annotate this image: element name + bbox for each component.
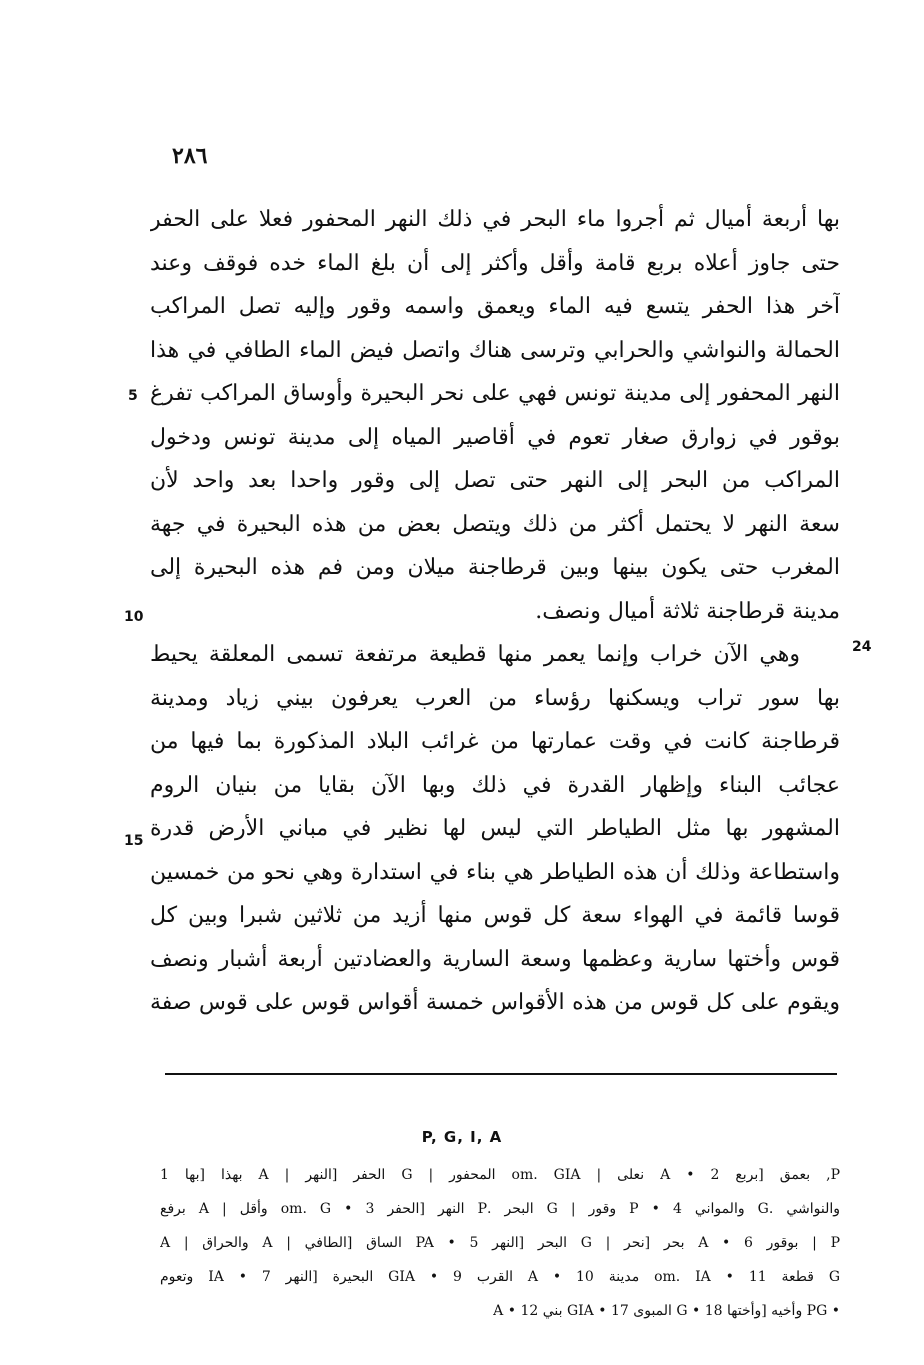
text-line: حتى جاوز أعلاه بربع قامة وأقل وأكثر إلى أن بلغ الماء خده فوقف وعند bbox=[150, 250, 840, 276]
text-line: مدينة قرطاجنة ثلاثة أميال ونصف. bbox=[535, 598, 840, 624]
text-line: واستطاعة وذلك أن هذه الطياطر هي بناء في استدارة وهي نحو من خمسين bbox=[150, 859, 840, 885]
footnote-divider bbox=[165, 1073, 837, 1075]
sources-sigla: P, G, I, A bbox=[421, 1128, 503, 1146]
note-line: P, بعمق [بربع 2 • A نعلى | om. GIA المحفور | G الحفر [النهر | A بهذا [بها 1 bbox=[160, 1167, 840, 1183]
text-line: قوس وأختها سارية وعظمها وسعة السارية والعضادتين أربعة أشبار ونصف bbox=[150, 946, 840, 972]
note-line: • PG وأخيه [وأختها 18 • G المبوى 17 • GIA بني 12 • A bbox=[493, 1303, 840, 1319]
text-line: المغرب حتى يكون بينها وبين قرطاجنة ميلان ومن فم هذه البحيرة إلى bbox=[150, 555, 840, 580]
text-line: ويقوم على كل قوس من هذه الأقواس خمسة أقواس قوس على قوس صفة bbox=[150, 990, 840, 1015]
line-number-5: 5 bbox=[128, 388, 138, 404]
line-number-10: 10 bbox=[124, 609, 144, 625]
line-number-15: 15 bbox=[124, 833, 144, 849]
apparatus-notes bbox=[160, 1158, 840, 1328]
text-line: المشهور بها مثل الطياطر التي ليس لها نظير في مباني الأرض قدرة bbox=[150, 816, 840, 841]
text-line: بها سور تراب ويسكنها رؤساء من العرب يعرفون بيني زياد ومدينة bbox=[150, 685, 840, 711]
note-line: G قطعة 11 • om. IA مدينة 10 • A القرب 9 • GIA البحيرة [النهر 7 • IA وتعوم bbox=[160, 1269, 840, 1285]
section-number: 24 bbox=[852, 639, 872, 655]
text-line: سعة النهر لا يحتمل أكثر من ذلك ويتصل بعض من هذه البحيرة في جهة bbox=[150, 511, 840, 537]
text-line: قرطاجنة كانت في وقت عمارتها من غرائب البلاد المذكورة بما فيها من bbox=[150, 729, 840, 754]
text-line: بوقور في زوارق صغار تعوم في أقاصير المياه إلى مدينة تونس ودخول bbox=[150, 424, 840, 450]
text-line: النهر المحفور إلى مدينة تونس فهي على نحر البحيرة وأوساق المراكب تفرغ bbox=[150, 381, 840, 406]
note-line: والنواشي .G والمواني 4 • P وقور | G البحر .P النهر [الحفر 3 • om. G وأقل | A برفع bbox=[160, 1201, 840, 1217]
main-text bbox=[150, 198, 840, 1025]
text-line: عجائب البناء وإظهار القدرة في ذلك وبها الآن بقايا من بنيان الروم bbox=[150, 772, 840, 798]
text-line: المراكب من البحر إلى النهر حتى تصل إلى وقور واحدا بعد واحد لأن bbox=[150, 468, 840, 493]
text-line: بها أربعة أميال ثم أجروا ماء البحر في ذلك النهر المحفور فعلا على الحفر bbox=[150, 207, 840, 232]
text-line: آخر هذا الحفر يتسع فيه الماء ويعمق واسمه وقور وإليه تصل المراكب bbox=[150, 294, 840, 319]
note-line: P | بوقور 6 • A بحر [نحر | G البحر [النهر 5 • PA الساق [الطافي | A والحراق | A bbox=[160, 1235, 840, 1251]
page-number: ٢٨٦ bbox=[172, 143, 208, 169]
text-line: الحمالة والنواشي والحرابي وترسى هناك واتصل فيض الماء الطافي في هذا bbox=[150, 337, 840, 363]
text-line: قوسا قائمة في الهواء سعة كل قوس منها أزيد من ثلاثين شبرا وبين كل bbox=[150, 903, 840, 928]
text-line: وهي الآن خراب وإنما يعمر منها قطيعة مرتفعة تسمى المعلقة يحيط bbox=[150, 642, 800, 667]
